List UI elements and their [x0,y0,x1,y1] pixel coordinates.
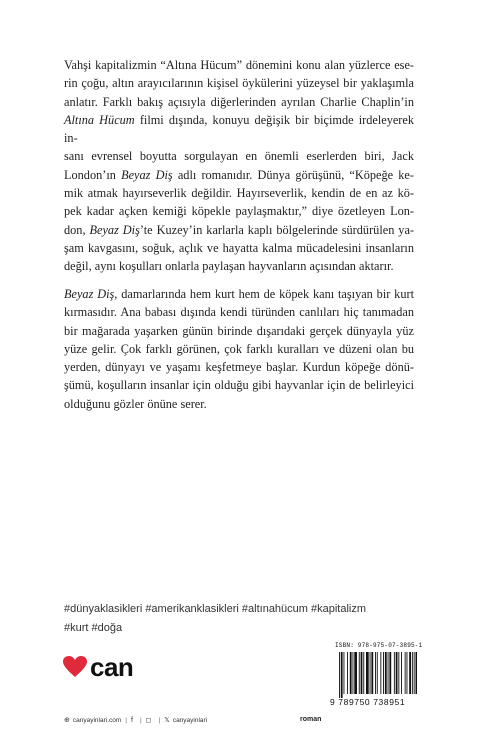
text-line: mik atmak hayırseverlik değildir. Hayırseverlik, kendin de en az kö- [64,186,414,201]
barcode-bar [347,652,348,694]
barcode-digits: 9 789750 738951 [330,697,406,707]
text-line: Altına Hücum filmi dışında, konuyu değişik bir biçimde irdeleyerek in- [64,112,414,146]
barcode-bar [339,652,340,698]
barcode-bar [377,652,378,694]
barcode-bar [375,652,376,694]
barcode-bar [388,652,389,694]
text-line: rin çoğu, altın arayıcılarının kişisel öykülerini yüzeysel bir yaklaşımla [64,76,414,91]
barcode-bar [394,652,395,694]
barcode-bar [341,652,343,698]
barcode-bar [412,652,413,694]
divider: | [139,716,142,724]
barcode-bar [371,652,373,694]
heart-icon [62,655,88,679]
text-line: şam kavgasını, soğuk, açlık ve hayatta kalma mücadelesini insanların [64,240,414,255]
description-paragraph-1 [64,56,414,276]
text-line: Beyaz Diş, damarlarında hem kurt hem de köpek kanı taşıyan bir kurt [64,287,414,301]
barcode-bar [383,652,384,694]
barcode-bar [396,652,398,694]
hashtags [64,600,366,638]
logo-text: can [90,652,134,682]
divider: | [125,716,127,724]
barcode-bar [354,652,357,694]
barcode-bar [407,652,408,694]
barcode-bar [366,652,369,694]
barcode-bar [385,652,387,694]
website-link[interactable]: canyayinlari.com [72,716,122,724]
barcode-bar [409,652,411,694]
hashtag-line-1: #dünyaklasikleri #amerikanklasikleri #altınahücum #kapitalizm [64,603,367,615]
barcode-bar [359,652,360,694]
barcode-bar [401,652,402,694]
barcode-bar [389,652,391,694]
social-handle[interactable]: canyayinlari [172,716,208,724]
barcode-bar [414,652,415,694]
text-line: bir mağarada yaşarken günün birinde dışarıdaki gerçek dünyayla yüz [64,323,414,338]
barcode-bar [361,652,363,694]
text-line: yüze gelir. Çok farklı görünen, çok farklı kuralları ve düzeni olan bu [64,341,414,356]
barcode-bar [363,652,364,694]
text-line: Vahşi kapitalizmin “Altına Hücum” dönemini konu alan yüzlerce ese- [64,58,414,72]
text-line: yerden, dünyayı ve yaşamı keşfetmeye başlar. Kurdun köpeğe dönü- [64,360,414,375]
text-line: şümü, koşulların insanlar için olduğu gibi hayvanlar için de belirleyici [64,378,414,393]
text-line: don, Beyaz Diş’te Kuzey’in karlarla kaplı bölgelerinde sürdürülen ya- [64,222,414,237]
description-paragraph-2 [64,285,414,413]
barcode-bar [380,652,381,694]
text-line: pek kadar açken kemiği köpekle paylaşmaktır,” diye özetleyen Lon- [64,204,414,219]
hashtag-line-2: #kurt #doğa [64,622,123,634]
text-line: London’ın Beyaz Diş adlı romanıdır. Dünya görüşünü, “Köpeğe ke- [64,167,414,182]
x-icon[interactable]: 𝕏 [164,717,170,724]
barcode-bar [370,652,371,694]
barcode-bar [353,652,354,694]
genre-label: roman [300,716,322,723]
text-line: değil, aynı koşulları onlarla paylaşan hayvanların açısından aktarır. [64,259,394,274]
publisher-logo [62,654,133,680]
instagram-icon[interactable]: ◻ [145,717,152,724]
text-line: anlatır. Farklı bakış açısıyla diğerlerinden ayrılan Charlie Chaplin’in [64,94,414,109]
text-line: sanı evrensel boyutta sorgulayan en önemli eserlerden biri, Jack [64,149,414,164]
barcode-bar [405,652,406,694]
facebook-icon[interactable]: f [131,716,133,724]
footer-links [64,716,207,724]
barcode-bar [416,652,418,694]
barcode [339,652,417,698]
isbn-label: ISBN: 978-975-07-3895-1 [335,642,423,649]
divider: | [158,716,161,724]
barcode-bar [350,652,352,694]
text-line: kırmasıdır. Ana babası dışında kendi türünden canlıları hiç tanımadan [64,305,414,320]
text-line: olduğunu gözler önüne serer. [64,396,207,411]
barcode-bar [398,652,399,694]
globe-icon: ⊕ [64,717,70,724]
barcode-bar [344,652,345,694]
